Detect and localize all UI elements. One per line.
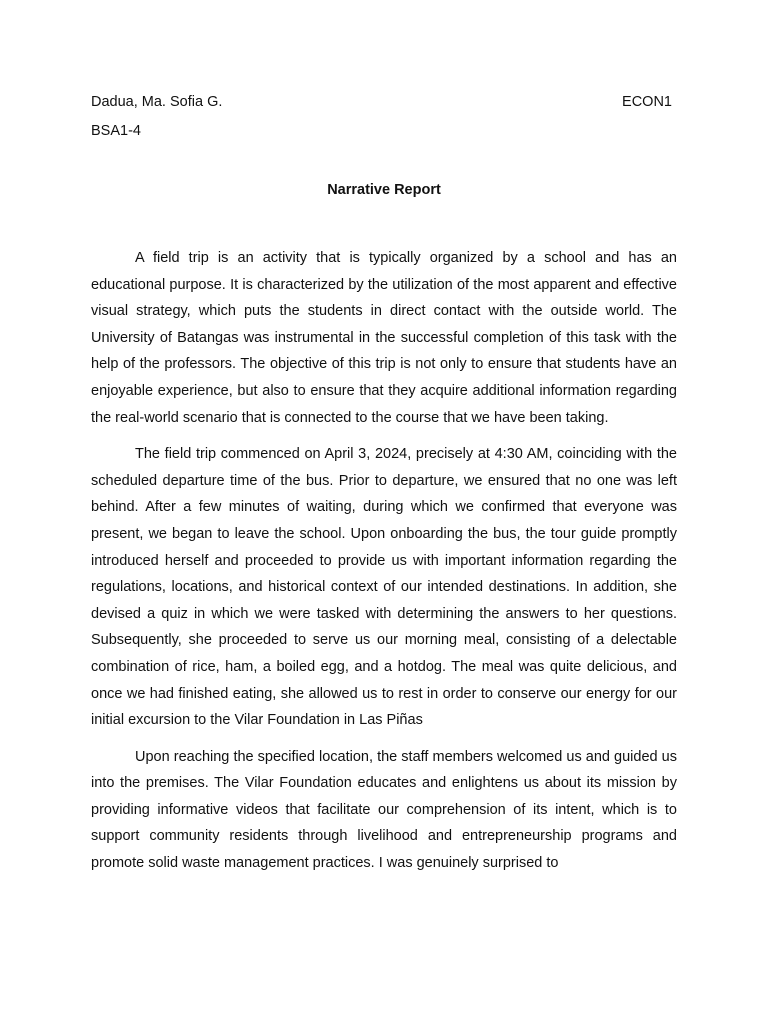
- course-code: ECON1: [622, 94, 672, 110]
- document-title: Narrative Report: [327, 182, 441, 198]
- student-name: Dadua, Ma. Sofia G.: [91, 94, 223, 110]
- document-body: [91, 245, 677, 887]
- paragraph-intro: A field trip is an activity that is typically organized by a school and has an educational purpose. It is characterized by the utilization of the most apparent and effective visual strategy, which puts the students in direct contact with the outside world. The University of Batangas was instrumental in the successful completion of this task with the help of the professors. The objective of this trip is not only to ensure that students have an enjoyable experience, but also to ensure that they acquire additional information regarding the real-world scenario that is connected to the course that we have been taking.: [91, 250, 677, 426]
- paragraph-vilar-foundation: Upon reaching the specified location, the staff members welcomed us and guided us into the premises. The Vilar Foundation educates and enlightens us about its mission by providing informative videos that facilitate our comprehension of its intent, which is to support community residents through livelihood and entrepreneurship programs and promote solid waste management practices. I was genuinely surprised to: [91, 748, 677, 872]
- paragraph-departure: The field trip commenced on April 3, 2024, precisely at 4:30 AM, coinciding with the scheduled departure time of the bus. Prior to departure, we ensured that no one was left behind. After a few minutes of waiting, during which we confirmed that everyone was present, we began to leave the school. Upon onboarding the bus, the tour guide promptly introduced herself and proceeded to provide us with important information regarding the regulations, locations, and historical context of our intended destinations. In addition, she devised a quiz in which we were tasked with determining the answers to her questions. Subsequently, she proceeded to serve us our morning meal, consisting of a delectable combination of rice, ham, a boiled egg, and a hotdog. The meal was quite delicious, and once we had finished eating, she allowed us to rest in order to conserve our energy for our initial excursion to the Vilar Foundation in Las Piñas: [91, 446, 677, 729]
- student-section: BSA1-4: [91, 123, 141, 139]
